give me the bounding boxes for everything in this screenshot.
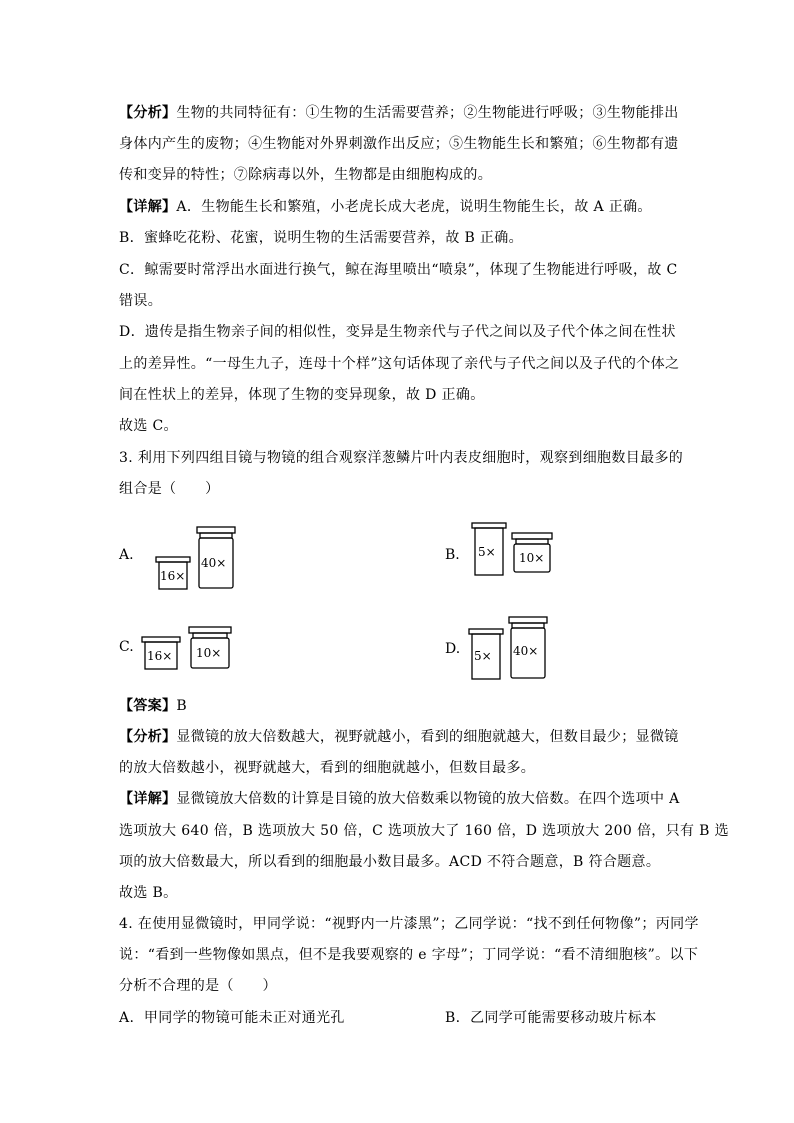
line-text: 3. 利用下列四组目镜与物镜的组合观察洋葱鳞片叶内表皮细胞时，观察到细胞数目最多的 [119,450,684,466]
option-a-objective [195,526,237,590]
line-text: 传和变异的特性；⑦除病毒以外，生物都是由细胞构成的。 [119,167,493,183]
line-text: 错误。 [119,293,163,309]
detail2-line-1 [119,790,680,808]
eyepiece-value: 5× [478,545,496,559]
line-text: 间在性状上的差异，体现了生物的变异现象，故 D 正确。 [119,387,485,403]
choose2-line [119,884,178,902]
eyepiece-value: 16× [160,569,186,583]
option-b-objective [510,532,554,574]
question-4-line-2 [119,946,698,964]
option-c-eyepiece [141,636,181,670]
question-4-line-3 [119,977,277,995]
tag: 【详解】 [119,791,177,807]
line-text: 故选 C。 [119,418,178,434]
line-text: C．鲸需要时常浮出水面进行换气，鲸在海里喷出“喷泉”，体现了生物能进行呼吸，故 C [119,262,678,278]
choice-text: 甲同学的物镜可能未正对通光孔 [143,1010,345,1026]
analysis-line-1 [119,104,679,122]
detail-line-1 [119,198,652,216]
tag: 【答案】 [119,698,177,714]
detail-line-5 [119,323,676,341]
line-text: 生物的共同特征有：①生物的生活需要营养；②生物能进行呼吸；③生物能排出 [176,105,679,121]
detail-line-6 [119,355,679,373]
choice-a [119,1009,345,1027]
option-d-label: D. [445,641,461,657]
question-3-line-1 [119,449,683,467]
objective-value: 10× [519,551,545,565]
line-text: 上的差异性。“一母生九子，连母十个样”这句话体现了亲代与子代之间以及子代的个体之 [119,356,680,372]
option-d-objective [507,616,549,680]
line-text: B．蜜蜂吃花粉、花蜜，说明生物的生活需要营养，故 B 正确。 [119,230,523,246]
tag: 【分析】 [119,105,177,121]
detail-line-7 [119,386,485,404]
line-text: 项的放大倍数最大，所以看到的细胞最小数目最多。ACD 不符合题意，B 符合题意。 [119,854,661,870]
detail-line-2 [119,229,523,247]
line-text: 分析不合理的是（ ） [119,978,277,994]
line-text: 选项放大 640 倍，B 选项放大 50 倍，C 选项放大了 160 倍，D 选项放大 200 倍，只有 B 选 [119,823,729,839]
objective-value: 10× [196,646,222,660]
objective-value: 40× [201,556,227,570]
option-c-objective [187,626,233,670]
analysis-line-2 [119,135,679,153]
detail2-line-2 [119,822,729,840]
line-text: B [176,698,188,714]
question-3-line-2 [119,480,219,498]
option-d-eyepiece [468,628,504,680]
eyepiece-value: 5× [474,649,492,663]
line-text: 说：“看到一些物像如黑点，但不是我要观察的 e 字母”；丁同学说：“看不清细胞核”。以下 [119,947,699,963]
objective-value: 40× [513,644,539,658]
line-text: 组合是（ ） [119,481,220,497]
detail-line-3 [119,261,678,279]
tag: 【分析】 [119,729,177,745]
detail2-line-3 [119,853,660,871]
analysis2-line-2 [119,759,535,777]
choice-text: 乙同学可能需要移动玻片标本 [470,1010,657,1026]
option-b-eyepiece [471,522,507,576]
analysis-line-3 [119,166,492,184]
option-b-label: B. [445,547,460,563]
tag: 【详解】 [119,199,177,215]
choice-label: A. [119,1010,135,1026]
line-text: 的放大倍数越小，视野就越大，看到的细胞就越小，但数目最多。 [119,760,536,776]
line-text: A．生物能生长和繁殖，小老虎长成大老虎，说明生物能生长，故 A 正确。 [176,199,652,215]
answer-line [119,697,187,715]
eyepiece-value: 16× [147,649,173,663]
choose-line [119,417,178,435]
line-text: 显微镜放大倍数的计算是目镜的放大倍数乘以物镜的放大倍数。在四个选项中 A [176,791,680,807]
line-text: 故选 B。 [119,885,178,901]
line-text: 身体内产生的废物；④生物能对外界刺激作出反应；⑤生物能生长和繁殖；⑥生物都有遗 [119,136,679,152]
detail-line-4 [119,292,162,310]
question-4-line-1 [119,915,699,933]
option-a-eyepiece [155,556,191,590]
choice-b [445,1009,657,1027]
option-c-label: C. [119,639,134,655]
option-a-label: A. [119,547,134,563]
analysis2-line-1 [119,728,679,746]
line-text: 4. 在使用显微镜时，甲同学说：“视野内一片漆黑”；乙同学说：“找不到任何物像”；丙同学 [119,916,699,932]
line-text: 显微镜的放大倍数越大，视野就越小，看到的细胞就越大，但数目最少；显微镜 [176,729,679,745]
choice-label: B. [445,1010,461,1026]
line-text: D．遗传是指生物亲子间的相似性，变异是生物亲代与子代之间以及子代个体之间在性状 [119,324,676,340]
